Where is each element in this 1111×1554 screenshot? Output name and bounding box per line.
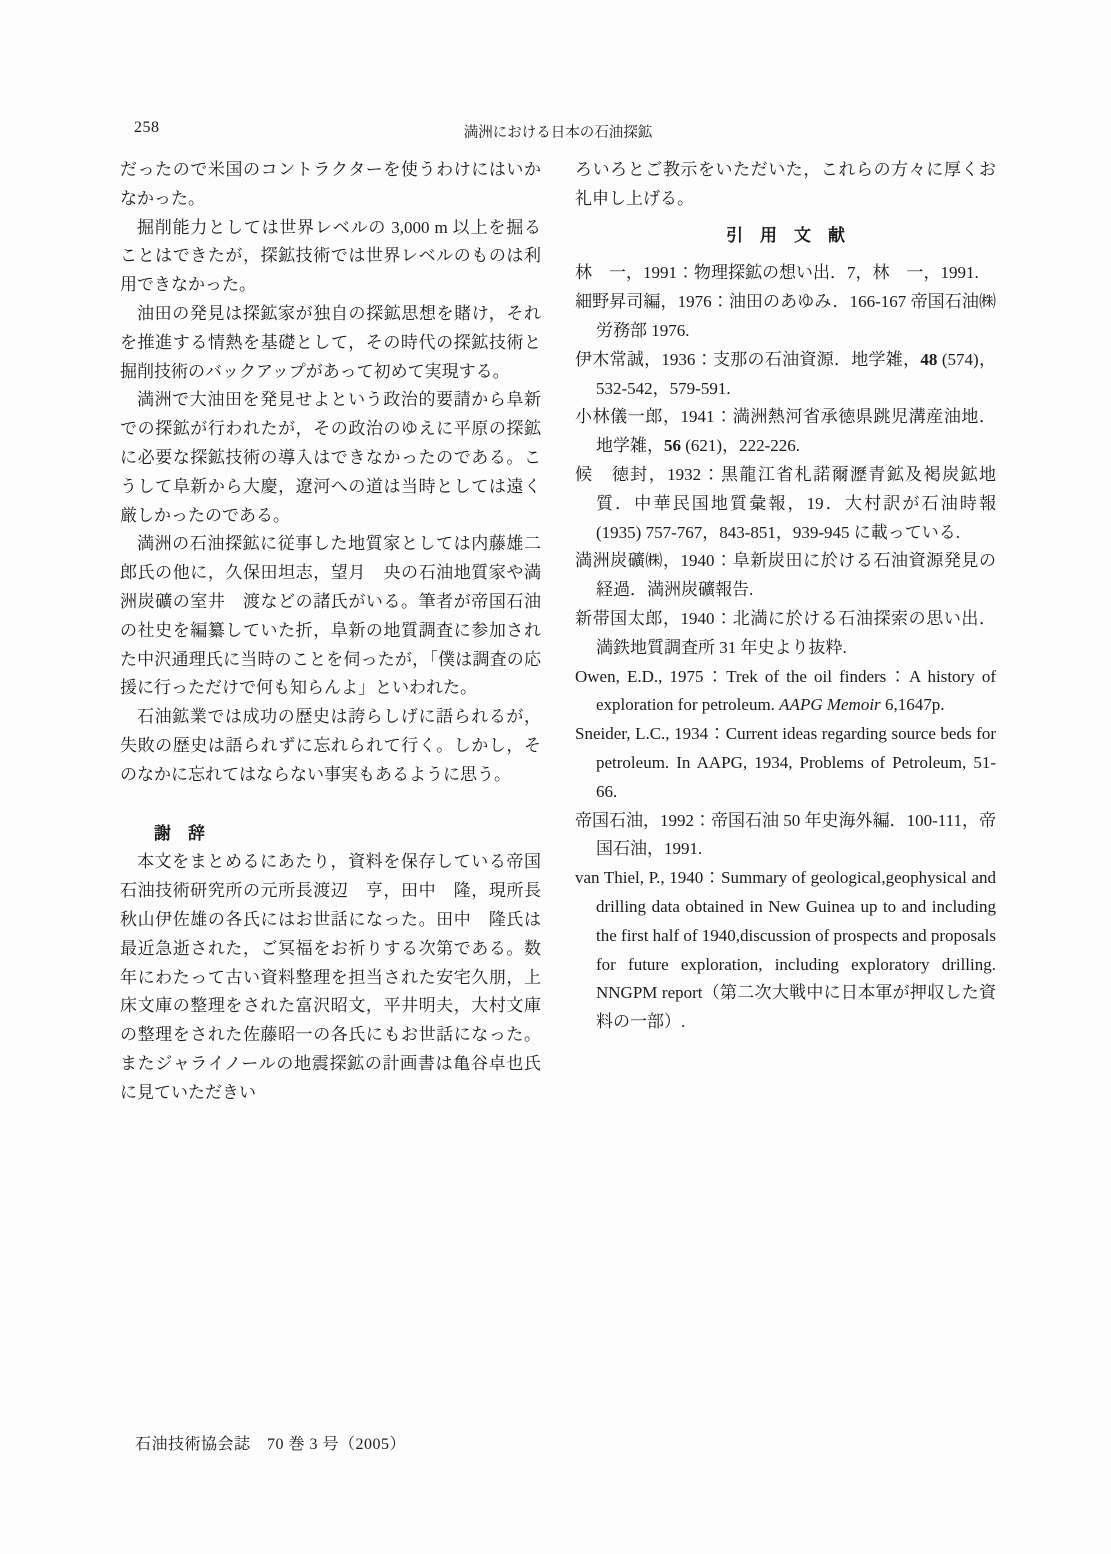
references-list <box>575 259 996 1037</box>
reference-segment: 満洲炭礦㈱，1940：阜新炭田に於ける石油資源発見の経過．満洲炭礦報告. <box>575 551 996 600</box>
journal-line: 石油技術協会誌 70 巻 3 号（2005） <box>135 1436 407 1453</box>
reference-segment: 細野昇司編，1976：油田のあゆみ．166-167 帝国石油㈱労務部 1976. <box>575 292 996 340</box>
paragraph: 満洲で大油田を発見せよという政治的要請から阜新での探鉱が行われたが，その政治のゆえに平原の探鉱に必要な探鉱技術の導入はできなかったのである。こうして阜新から大慶，遼河への道は当時としては遠く厳しかったのである。 <box>120 390 541 525</box>
acknowledgement-body: 本文をまとめるにあたり，資料を保存している帝国石油技術研究所の元所長渡辺 亨，田中 隆，現所長秋山伊佐雄の各氏にはお世話になった。田中 隆氏は最近急逝された，ご冥福をお祈りする次第である。数年にわたって古い資料整理を担当された安宅久朋，上床文庫の整理をされた富沢昭文，平井明夫，大村文庫の整理をされた佐藤昭一の各氏にもお世話になった。またジャライノールの地震探鉱の計画書は亀谷卓也氏に見ていただきい <box>120 852 541 1102</box>
paragraph: 石油鉱業では成功の歴史は誇らしげに語られるが，失敗の歴史は語られずに忘れられて行く。しかし，そのなかに忘れてはならない事実もあるように思う。 <box>120 707 541 784</box>
reference-item <box>575 288 996 346</box>
references-heading: 引 用 文 献 <box>726 225 845 245</box>
reference-segment: 新帯国太郎，1940：北満に於ける石油探索の思い出．満鉄地質調査所 31 年史より抜粋. <box>575 608 996 657</box>
reference-item <box>575 663 996 721</box>
reference-item <box>575 461 996 547</box>
reference-item <box>575 720 996 806</box>
reference-segment: AAPG Memoir <box>779 695 881 715</box>
reference-segment: van Thiel, P., 1940：Summary of geological,geophysical and drilling data obtained in New Guinea up to and including the first half of 1940,discussion of prospects and proposals for future exploration, including exploratory drilling. NNGPM report（第二次大戦中に日本軍が押収した資料の一部）. <box>575 868 996 1032</box>
reference-item <box>575 864 996 1037</box>
page-footer <box>135 1431 406 1454</box>
reference-item <box>575 403 996 461</box>
two-column-body <box>120 156 996 1108</box>
reference-segment: (574)，532-542，579-591. <box>596 349 996 398</box>
reference-item <box>575 346 996 404</box>
paragraph: 満洲の石油探鉱に従事した地質家としては内藤雄二郎氏の他に，久保田坦志，望月 央の石油地質家や満洲炭礦の室井 渡などの諸氏がいる。筆者が帝国石油の社史を編纂していた折，阜新の地質調査に参加された中沢通理氏に当時のことを伺ったが，「僕は調査の応援に行っただけで何も知らんよ」といわれた。 <box>120 534 541 698</box>
reference-item <box>575 259 996 288</box>
reference-segment: 6,1647p. <box>880 695 945 715</box>
reference-item <box>575 807 996 865</box>
continuation-paragraph: ろいろとご教示をいただいた，これらの方々に厚くお礼申し上げる。 <box>575 160 996 208</box>
left-paragraphs <box>120 156 541 790</box>
left-column <box>120 156 541 1108</box>
reference-segment: 林 一，1991：物理探鉱の想い出．7，林 一，1991. <box>575 263 979 283</box>
page-number: 258 <box>134 119 160 136</box>
reference-segment: 伊木常誠，1936：支那の石油資源．地学雑， <box>575 349 921 369</box>
reference-item <box>575 605 996 663</box>
reference-segment: 小林儀一郎，1941：満洲熱河省承徳県跳児溝産油地．地学雑， <box>575 407 996 456</box>
paragraph: 油田の発見は探鉱家が独自の探鉱思想を賭け，それを推進する情熱を基礎として，その時代の探鉱技術と掘削技術のバックアップがあって初めて実現する。 <box>120 303 541 381</box>
reference-segment: Owen, E.D., 1975：Trek of the oil finders：A history of exploration for petroleum. <box>575 666 996 715</box>
paragraph: だったので米国のコントラクターを使うわけにはいかなかった。 <box>120 160 541 208</box>
right-column <box>575 156 996 1108</box>
running-title: 満洲における日本の石油探鉱 <box>463 125 653 141</box>
reference-segment: Sneider, L.C., 1934：Current ideas regarding source beds for petroleum. In AAPG, 1934, Problems of Petroleum, 51-66. <box>575 724 996 801</box>
reference-segment: 48 <box>920 349 938 369</box>
reference-segment: 候 徳封，1932：黒龍江省札諾爾瀝青鉱及褐炭鉱地質．中華民国地質彙報，19．大村訳が石油時報 (1935) 757-767，843-851，939-945 に載っている. <box>575 464 996 542</box>
paragraph: 掘削能力としては世界レベルの 3,000 m 以上を掘ることはできたが，探鉱技術では世界レベルのものは利用できなかった。 <box>120 217 541 295</box>
reference-segment: 56 <box>664 436 681 456</box>
reference-segment: (621)，222-226. <box>681 436 800 456</box>
reference-segment: 帝国石油，1992：帝国石油 50 年史海外編．100-111，帝国石油，1991. <box>575 810 996 859</box>
reference-item <box>575 547 996 605</box>
acknowledgement-heading: 謝 辞 <box>154 823 205 843</box>
page-header <box>120 119 996 143</box>
